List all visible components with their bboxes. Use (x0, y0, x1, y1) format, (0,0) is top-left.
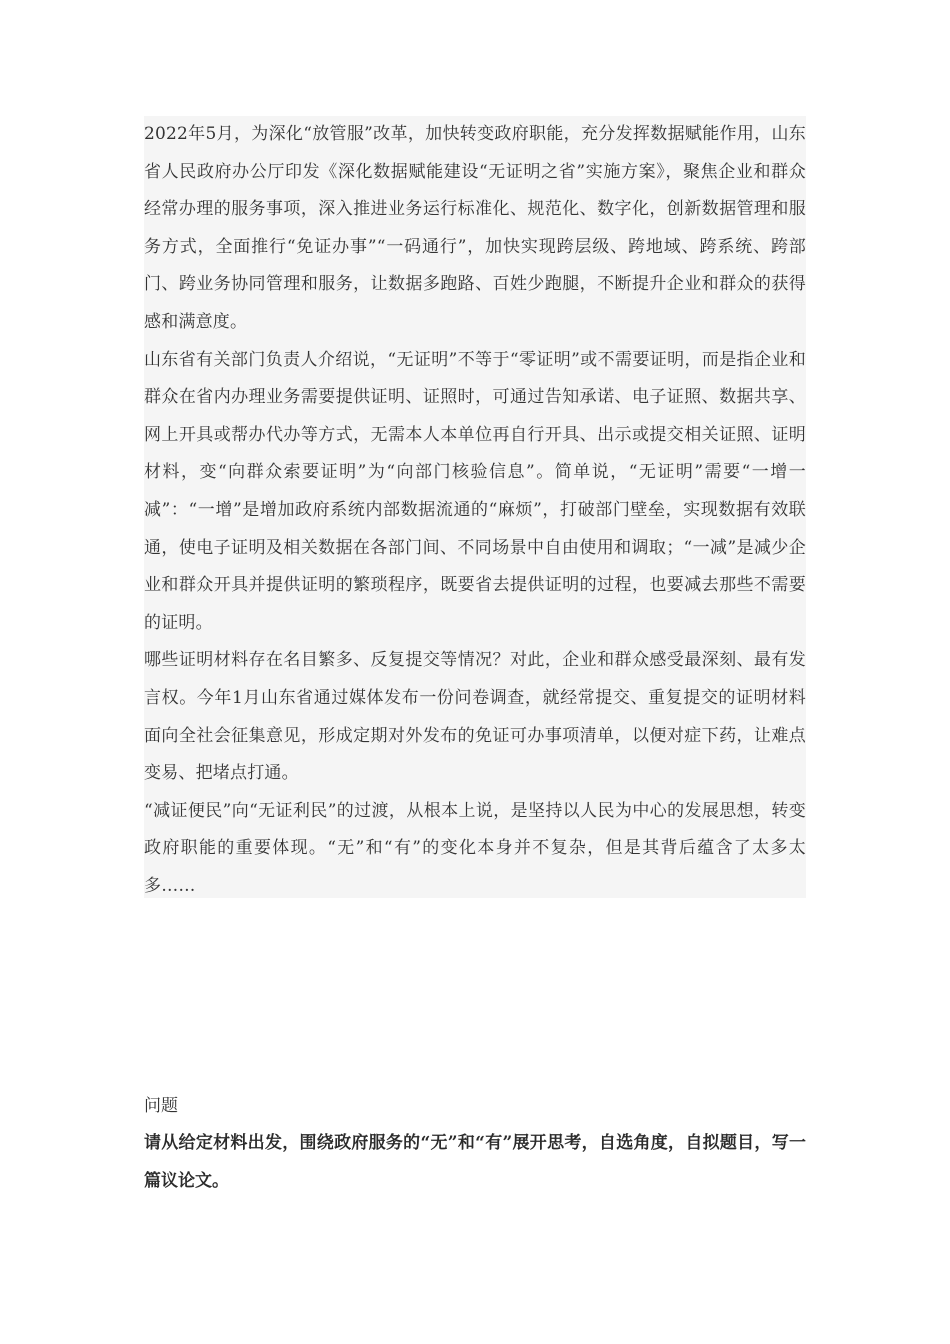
material-paragraph-4: “减证便民”向“无证利民”的过渡，从根本上说，是坚持以人民为中心的发展思想，转变政府职能的重要体现。“无”和“有”的变化本身并不复杂，但是其背后蕴含了太多太多…… (144, 800, 806, 896)
question-heading: 问题 (144, 1096, 178, 1116)
material-paragraph-3: 哪些证明材料存在名目繁多、反复提交等情况？对此，企业和群众感受最深刻、最有发言权。今年1月山东省通过媒体发布一份问卷调查，就经常提交、重复提交的证明材料面向全社会征集意见，形成定期对外发布的免证可办事项清单，以便对症下药，让难点变易、把堵点打通。 (144, 650, 806, 784)
material-paragraph-1: 2022年5月，为深化“放管服”改革，加快转变政府职能，充分发挥数据赋能作用，山东省人民政府办公厅印发《深化数据赋能建设“无证明之省”实施方案》，聚焦企业和群众经常办理的服务事项，深入推进业务运行标准化、规范化、数字化，创新数据管理和服务方式，全面推行“免证办事”“一码通行”，加快实现跨层级、跨地域、跨系统、跨部门、跨业务协同管理和服务，让数据多跑路、百姓少跑腿，不断提升企业和群众的获得感和满意度。 (144, 124, 806, 332)
material-block (144, 116, 806, 898)
material-paragraph-2: 山东省有关部门负责人介绍说，“无证明”不等于“零证明”或不需要证明，而是指企业和群众在省内办理业务需要提供证明、证照时，可通过告知承诺、电子证照、数据共享、网上开具或帮办代办等方式，无需本人本单位再自行开具、出示或提交相关证照、证明材料，变“向群众索要证明”为“向部门核验信息”。简单说，“无证明”需要“一增一减”：“一增”是增加政府系统内部数据流通的“麻烦”，打破部门壁垒，实现数据有效联通，使电子证明及相关数据在各部门间、不同场景中自由使用和调取；“一减”是减少企业和群众开具并提供证明的繁琐程序，既要省去提供证明的过程，也要减去那些不需要的证明。 (144, 349, 806, 633)
question-text: 请从给定材料出发，围绕政府服务的“无”和“有”展开思考，自选角度，自拟题目，写一篇议论文。 (144, 1133, 806, 1191)
question-block (144, 1088, 806, 1200)
